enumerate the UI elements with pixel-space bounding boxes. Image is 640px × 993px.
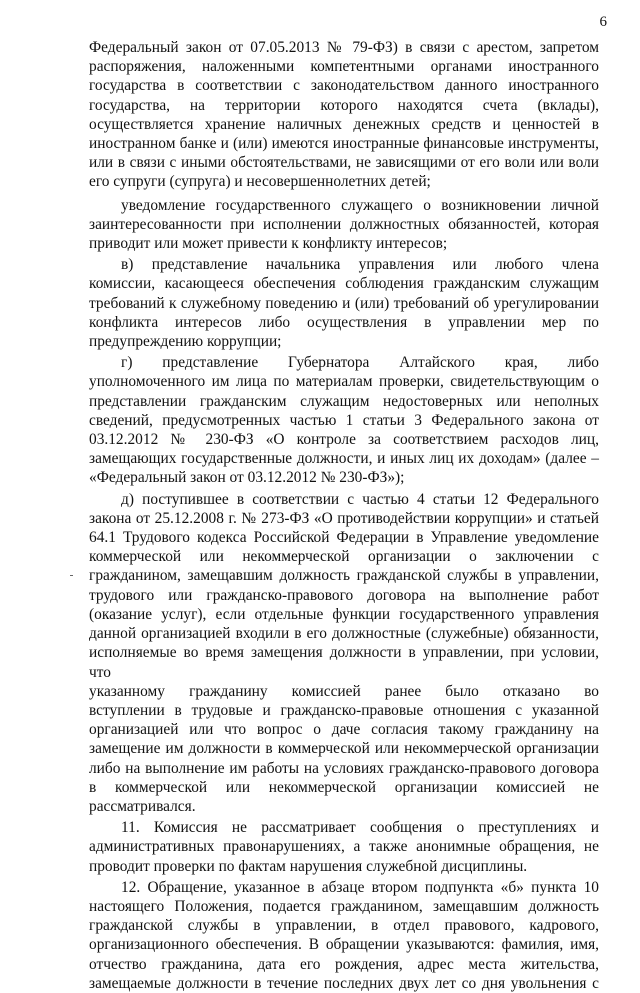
text-line: комиссии, касающееся обеспечения соблюдения гражданским служащим: [89, 275, 599, 293]
paragraph: [89, 818, 599, 876]
text-line: 12. Обращение, указанное в абзаце втором подпункта «б» пункта 10: [121, 878, 599, 896]
text-line: государства в соответствии с законодательством данного иностранного: [89, 77, 599, 95]
text-line: осуществляется хранение наличных денежных средств и ценностей в: [89, 115, 599, 133]
text-line: данной организацией входили в его должностные (служебные) обязанности,: [89, 625, 599, 643]
text-line: трудового или гражданско-правового договора на выполнение работ: [89, 586, 599, 604]
text-line: организационного обеспечения. В обращении указываются: фамилия, имя,: [89, 936, 599, 954]
paragraph: [89, 353, 599, 487]
text-line: Федеральный закон от 07.05.2013 № 79-ФЗ) в связи с арестом, запретом: [89, 39, 599, 56]
paragraph: [89, 490, 599, 816]
text-line: гражданином, замещавшим должность гражданской службы в управлении,: [89, 567, 599, 585]
text-line: г) представление Губернатора Алтайского края, либо: [121, 354, 599, 372]
text-line: 03.12.2012 № 230-ФЗ «О контроле за соответствием расходов лиц,: [89, 431, 599, 449]
text-line: в) представление начальника управления или любого члена: [121, 256, 599, 274]
text-line: настоящего Положения, подается гражданином, замещавшим должность: [89, 897, 599, 915]
text-line: (оказание услуг), если отдельные функции государственного управления: [89, 605, 599, 623]
text-line: гражданской службы в управлении, в отдел правового, кадрового,: [89, 917, 599, 935]
text-line: уполномоченного им лица по материалам проверки, свидетельствующим о: [89, 373, 599, 391]
paragraph: [89, 196, 599, 254]
text-line: 11. Комиссия не рассматривает сообщения о преступлениях и: [121, 819, 599, 837]
document-body: [89, 38, 599, 993]
text-line: либо на выполнение им работы на условиях гражданско-правового договора: [89, 759, 599, 777]
text-line: рассматривался.: [89, 797, 196, 815]
text-line: иностранном банке и (или) имеются иностранные финансовые инструменты,: [89, 135, 599, 153]
text-line: в коммерческой или некоммерческой организации комиссией не: [89, 778, 599, 796]
text-line: предупреждению коррупции;: [89, 333, 282, 351]
text-line: уведомление государственного служащего о возникновении личной: [121, 196, 599, 214]
text-line: административных правонарушениях, а также анонимные обращения, не: [89, 838, 599, 856]
text-line: 64.1 Трудового кодекса Российской Федерации в Управление уведомление: [89, 529, 599, 547]
text-line: замещаемые должности в течение последних двух лет со дня увольнения с: [89, 974, 599, 992]
text-line: его супруги (супруга) и несовершеннолетних детей;: [89, 173, 431, 191]
text-line: приводит или может привести к конфликту интересов;: [89, 235, 448, 253]
text-line: д) поступившее в соответствии с частью 4 статьи 12 Федерального: [121, 490, 599, 508]
text-line: исполняемые во время замещения должности в управлении, при условии, что: [89, 644, 599, 681]
text-line: конфликта интересов либо осуществления в управлении мер по: [89, 313, 599, 331]
text-line: «Федеральный закон от 03.12.2012 № 230-ФЗ»);: [89, 469, 405, 487]
text-line: вступлении в трудовые и гражданско-правовые отношения с указанной: [89, 701, 599, 719]
paragraph: [89, 878, 599, 993]
text-line: государства, на территории которого находятся счета (вклады),: [89, 96, 599, 114]
text-line: заинтересованности при исполнении должностных обязанностей, которая: [89, 215, 599, 233]
margin-mark: [70, 575, 73, 576]
text-line: указанному гражданину комиссией ранее было отказано во: [89, 682, 599, 700]
text-line: коммерческой или некоммерческой организации о заключении с: [89, 548, 599, 566]
text-line: замещение им должности в коммерческой или некоммерческой организации: [89, 740, 599, 758]
text-line: распоряжения, наложенными компетентными органами иностранного: [89, 58, 599, 76]
text-line: закона от 25.12.2008 г. № 273-ФЗ «О противодействии коррупции» и статьей: [89, 509, 599, 527]
paragraph: [89, 255, 599, 351]
text-line: требований к служебному поведению и (или) требований об урегулировании: [89, 294, 599, 312]
text-line: проводит проверки по фактам нарушения служебной дисциплины.: [89, 857, 528, 875]
text-line: сведений, предусмотренных частью 1 статьи 3 Федерального закона от: [89, 411, 599, 429]
text-line: организацией или что вопрос о даче согласия такому гражданину на: [89, 721, 599, 739]
text-line: замещающих государственные должности, и иных лиц их доходам» (далее –: [89, 450, 599, 468]
text-line: представлении гражданским служащим недостоверных или неполных: [89, 392, 599, 410]
text-line: отчество гражданина, дата его рождения, адрес места жительства,: [89, 955, 599, 973]
paragraph: [89, 38, 599, 192]
page-number: 6: [599, 14, 607, 30]
text-line: или в связи с иными обстоятельствами, не зависящими от его воли или воли: [89, 154, 599, 172]
